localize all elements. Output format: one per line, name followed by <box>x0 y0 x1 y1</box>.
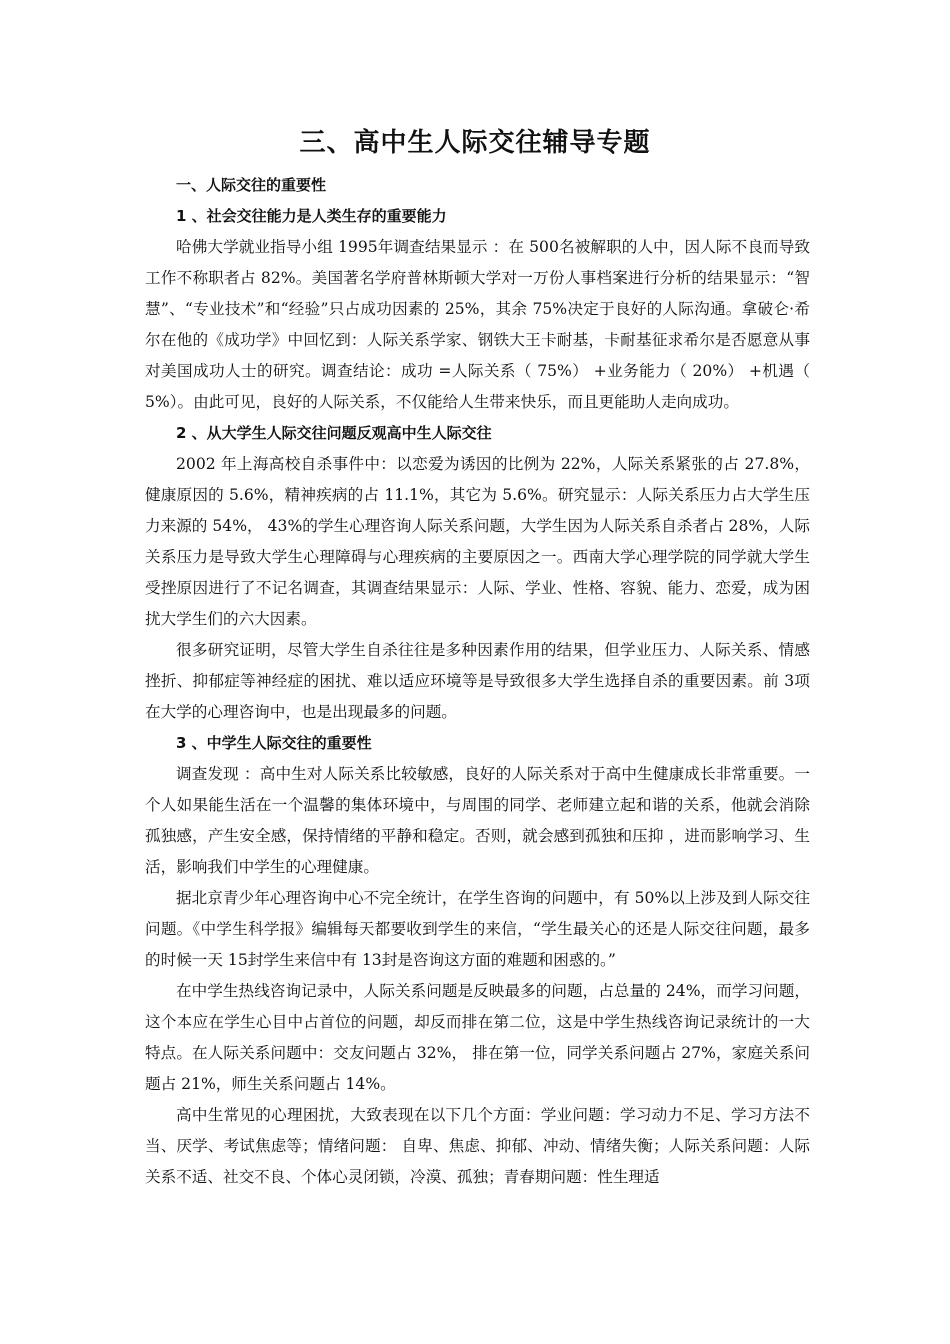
paragraph: 很多研究证明，尽管大学生自杀往往是多种因素作用的结果，但学业压力、人际关系、情感挫折、抑郁症等神经症的困扰、难以适应环境等是导致很多大学生选择自杀的重要因素。前 3项在大学的心理咨询中，也是出现最多的问题。 <box>145 641 810 721</box>
paragraph: 在中学生热线咨询记录中，人际关系问题是反映最多的问题，占总量的 24%，而学习问题，这个本应在学生心目中占首位的问题，却反而排在第二位，这是中学生热线咨询记录统计的一大特点。在人际关系问题中：交友问题占 32%， 排在第一位，同学关系问题占 27%，家庭关系问题占 21%，师生关系问题占 14%。 <box>145 982 810 1093</box>
subsection-heading-3: 3 、中学生人际交往的重要性 <box>176 734 372 752</box>
paragraph: 高中生常见的心理困扰，大致表现在以下几个方面：学业问题：学习动力不足、学习方法不当、厌学、考试焦虑等；情绪问题： 自卑、焦虑、抑郁、冲动、情绪失衡；人际关系问题：人际关系不适、社交不良、个体心灵闭锁，冷漠、孤独；青春期问题：性生理适 <box>145 1106 810 1186</box>
paragraph: 据北京青少年心理咨询中心不完全统计，在学生咨询的问题中，有 50%以上涉及到人际交往问题。《中学生科学报》编辑每天都要收到学生的来信，“学生最关心的还是人际交往问题，最多的时候一天 15封学生来信中有 13封是咨询这方面的难题和困惑的。” <box>145 889 810 969</box>
subsection-heading-1: 1 、社会交往能力是人类生存的重要能力 <box>176 207 447 225</box>
subsection-heading-2: 2 、从大学生人际交往问题反观高中生人际交往 <box>176 424 492 442</box>
document-body <box>145 170 810 1193</box>
page-title: 三、高中生人际交往辅导专题 <box>299 128 651 158</box>
paragraph: 调查发现 ：高中生对人际关系比较敏感，良好的人际关系对于高中生健康成长非常重要。一个人如果能生活在一个温馨的集体环境中，与周围的同学、老师建立起和谐的关系，他就会消除孤独感，产生安全感，保持情绪的平静和稳定。否则，就会感到孤独和压抑 ，进而影响学习、生活，影响我们中学生的心理健康。 <box>145 765 810 876</box>
paragraph: 2002 年上海高校自杀事件中：以恋爱为诱因的比例为 22%，人际关系紧张的占 27.8%，健康原因的 5.6%，精神疾病的占 11.1%，其它为 5.6%。研究显示：人际关系压力占大学生压力来源的 54%， 43%的学生心理咨询人际关系问题，大学生因为人际关系自杀者占 28%，人际关系压力是导致大学生心理障碍与心理疾病的主要原因之一。西南大学心理学院的同学就大学生受挫原因进行了不记名调查，其调查结果显示：人际、学业、性格、容貌、能力、恋爱，成为困扰大学生们的六大因素。 <box>145 455 810 628</box>
section-heading-importance: 一、人际交往的重要性 <box>176 176 327 194</box>
paragraph: 哈佛大学就业指导小组 1995年调查结果显示 ：在 500名被解职的人中，因人际不良而导致工作不称职者占 82%。美国著名学府普林斯顿大学对一万份人事档案进行分析的结果显示：“智慧”、“专业技术”和“经验”只占成功因素的 25%，其余 75%决定于良好的人际沟通。拿破仑·希尔在他的《成功学》中回忆到：人际关系学家、钢铁大王卡耐基，卡耐基征求希尔是否愿意从事对美国成功人士的研究。调查结论：成功 =人际关系（ 75%） +业务能力（ 20%） +机遇（ 5%）。由此可见，良好的人际关系，不仅能给人生带来快乐，而且更能助人走向成功。 <box>145 238 810 411</box>
